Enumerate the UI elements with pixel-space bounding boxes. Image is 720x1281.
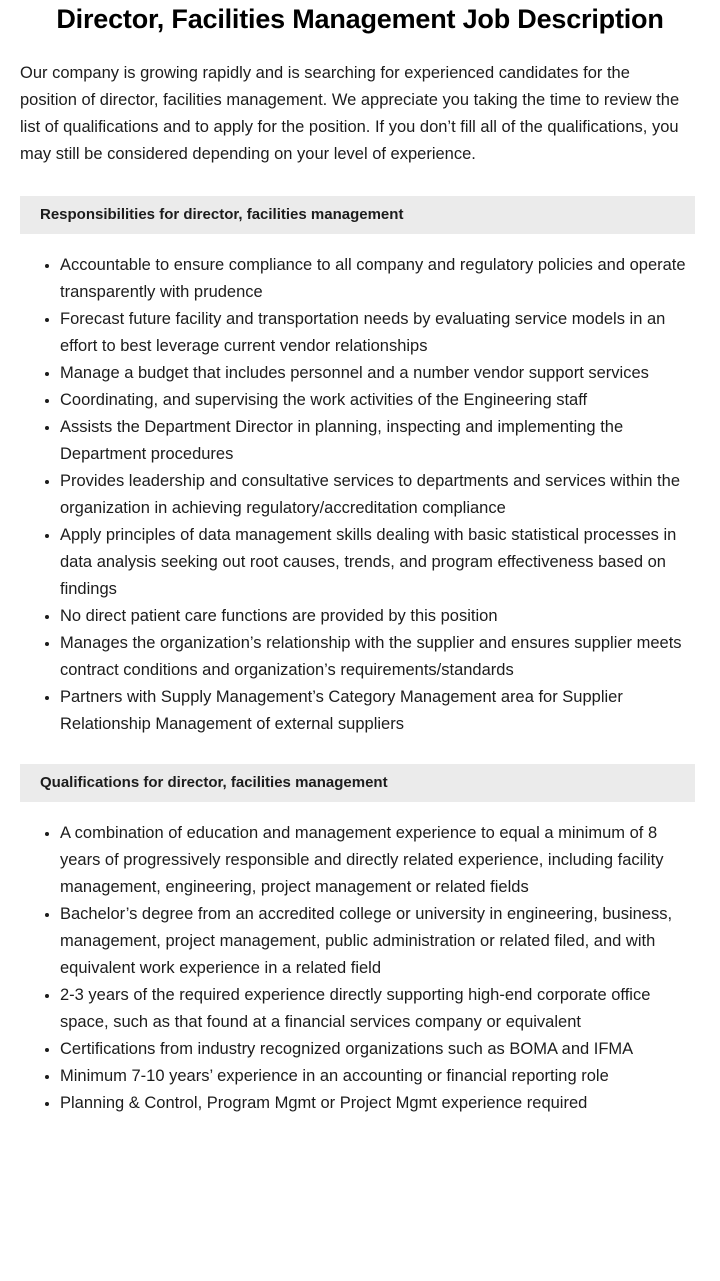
list-item: Minimum 7-10 years’ experience in an accounting or financial reporting role [45,1063,700,1090]
list-item: Partners with Supply Management’s Category Management area for Supplier Relationship Management of external suppliers [45,684,700,738]
list-item: 2-3 years of the required experience directly supporting high-end corporate office space, such as that found at a financial services company or equivalent [45,982,700,1036]
section-responsibilities [0,196,720,738]
page-title: Director, Facilities Management Job Description [56,4,664,34]
list-item: Provides leadership and consultative services to departments and services within the organization in achieving regulatory/accreditation compliance [45,468,700,522]
section-qualifications [0,764,720,1117]
section-heading-qualifications: Qualifications for director, facilities management [20,764,695,802]
qualifications-list [0,802,720,1117]
section-heading-responsibilities: Responsibilities for director, facilities management [20,196,695,234]
responsibilities-list [0,234,720,738]
list-item: No direct patient care functions are provided by this position [45,603,700,630]
intro-paragraph: Our company is growing rapidly and is searching for experienced candidates for the position of director, facilities management. We appreciate you taking the time to review the list of qualifications and to apply for the position. If you don’t fill all of the qualifications, you may still be considered depending on your level of experience. [20,63,680,163]
list-item: Manages the organization’s relationship with the supplier and ensures supplier meets contract conditions and organization’s requirements/standards [45,630,700,684]
list-item: Assists the Department Director in planning, inspecting and implementing the Department procedures [45,414,700,468]
section-spacer [0,738,720,764]
bottom-spacer [0,1117,720,1139]
list-item: Apply principles of data management skills dealing with basic statistical processes in data analysis seeking out root causes, trends, and program effectiveness based on findings [45,522,700,603]
list-item: Manage a budget that includes personnel and a number vendor support services [45,360,700,387]
list-item: Forecast future facility and transportation needs by evaluating service models in an effort to best leverage current vendor relationships [45,306,700,360]
list-item: Bachelor’s degree from an accredited college or university in engineering, business, management, project management, public administration or related filed, and with equivalent work experience in a related field [45,901,700,982]
list-item: Certifications from industry recognized organizations such as BOMA and IFMA [45,1036,700,1063]
list-item: Planning & Control, Program Mgmt or Project Mgmt experience required [45,1090,700,1117]
list-item: Accountable to ensure compliance to all company and regulatory policies and operate transparently with prudence [45,252,700,306]
list-item: A combination of education and management experience to equal a minimum of 8 years of progressively responsible and directly related experience, including facility management, engineering, project management or related fields [45,820,700,901]
list-item: Coordinating, and supervising the work activities of the Engineering staff [45,387,700,414]
